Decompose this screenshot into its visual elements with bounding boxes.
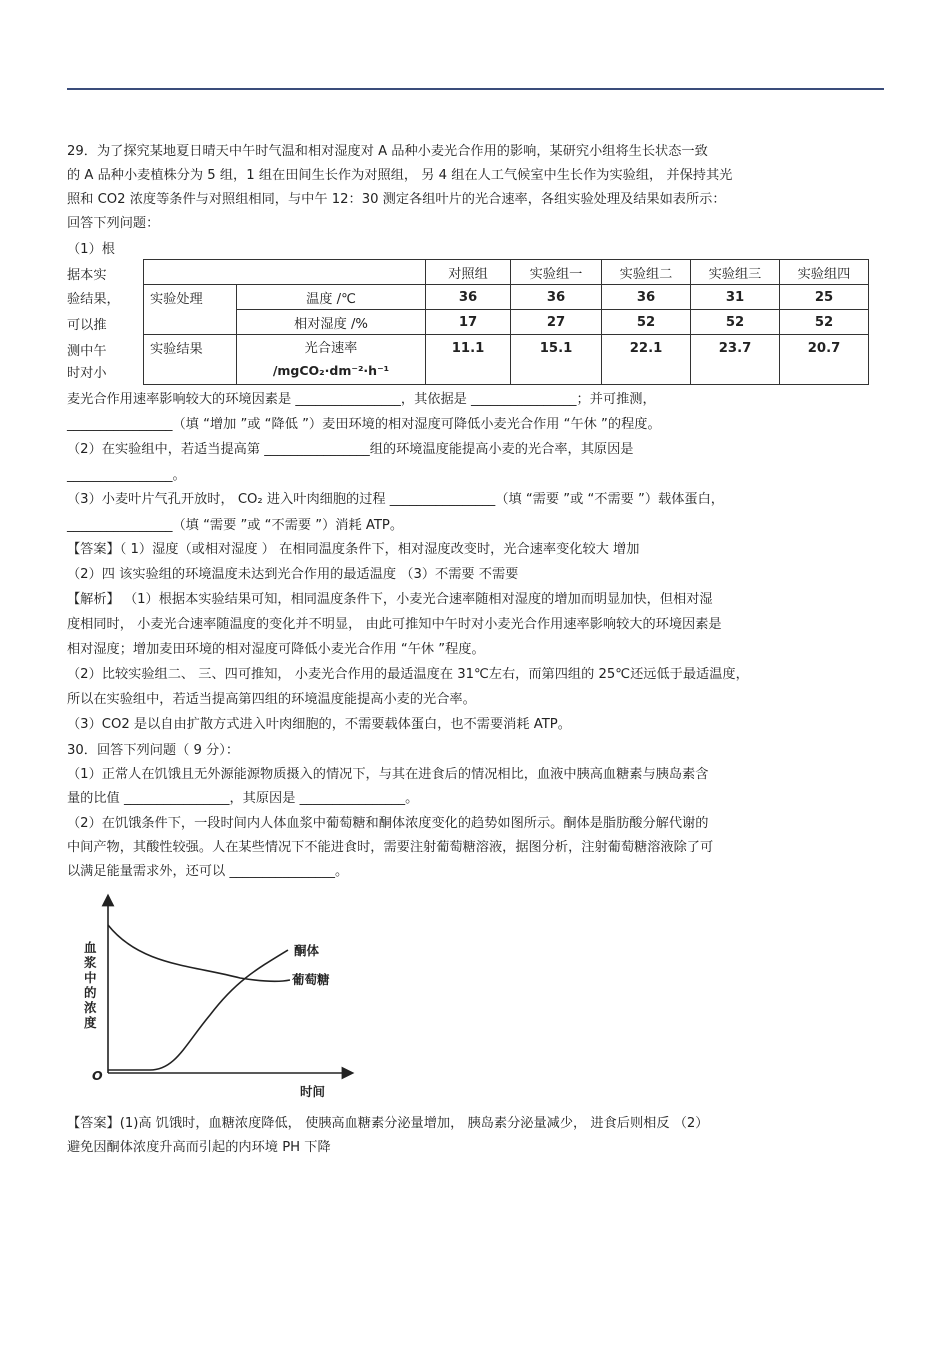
x-axis-label: 时间 [300,1084,326,1099]
q29-side-2: 据本实 [67,268,107,283]
table-header-cell: 实验组三 [691,260,780,285]
table-cell: 11.1 [426,335,511,385]
ketone-label: 酮体 [294,943,320,958]
q29-side-4: 可以推 [67,318,107,333]
q30-line-3: 量的比值 ________________，其原因是 ________________。 [67,791,419,806]
q30-answer-1: 【答案】(1)高 饥饿时，血糖浓度降低， 使胰高血糖素分泌量增加， 胰岛素分泌量减少， 进食后则相反 （2） [67,1116,709,1131]
table-corner [144,260,426,285]
q29-analysis-6: （3）CO2 是以自由扩散方式进入叶肉细胞的，不需要载体蛋白，也不需要消耗 ATP。 [67,717,571,732]
table-header-cell: 实验组一 [511,260,602,285]
q29-answer-2: （2）四 该实验组的环境温度未达到光合作用的最适温度 （3）不需要 不需要 [67,567,519,582]
table-cell: 36 [511,285,602,310]
concentration-figure [80,890,370,1105]
table-cell: 36 [426,285,511,310]
table-row [144,310,869,335]
table-header-cell: 对照组 [426,260,511,285]
row-name [237,335,426,385]
ketone-curve [108,950,288,1070]
q29-line-2: 的 A 品种小麦植株分为 5 组，1 组在田间生长作为对照组， 另 4 组在人工气候室中生长作为实验组， 并保持其光 [67,168,733,183]
q29-side-3: 验结果， [67,292,120,307]
q29-line-4: 回答下列问题： [67,216,160,231]
q29-side-6: 时对小 [67,366,107,381]
q29-after-3: （2）在实验组中，若适当提高第 ________________组的环境温度能提高小麦的光合率，其原因是 [67,442,634,457]
rate-unit: /mgCO₂·dm⁻²·h⁻¹ [272,362,390,378]
origin-label: O [92,1068,103,1083]
table-cell: 20.7 [780,335,869,385]
glucose-curve [108,925,290,981]
q29-analysis-1: 【解析】 （1）根据本实验结果可知，相同温度条件下，小麦光合速率随相对湿度的增加而明显加快，但相对湿 [67,592,713,607]
table-cell: 52 [780,310,869,335]
glucose-label: 葡萄糖 [292,972,330,987]
rate-label: 光合速率 [304,340,358,356]
table-cell: 36 [602,285,691,310]
table-cell: 23.7 [691,335,780,385]
q29-after-2: ________________（填 “增加 ”或 “降低 ”）麦田环境的相对湿度可降低小麦光合作用 “午休 ”的程度。 [67,417,661,432]
q29-after-5: （3）小麦叶片气孔开放时， CO₂ 进入叶肉细胞的过程 ________________（填 “需要 ”或 “不需要 ”）载体蛋白， [67,492,724,507]
q30-line-1: 30．回答下列问题（ 9 分）： [67,743,240,758]
table-cell: 25 [780,285,869,310]
table-cell: 52 [691,310,780,335]
q29-after-4: ________________。 [67,468,186,483]
q30-answer-2: 避免因酮体浓度升高而引起的内环境 PH 下降 [67,1140,331,1155]
result-label: 实验结果 [144,335,237,385]
table-row [144,335,869,385]
y-axis-label: 血浆中的浓度 [84,940,97,1030]
table-header-row [144,260,869,285]
q29-analysis-5: 所以在实验组中，若适当提高第四组的环境温度能提高小麦的光合率。 [67,692,476,707]
q29-side-5: 测中午 [67,344,107,359]
q29-analysis-4: （2）比较实验组二、 三、四可推知， 小麦光合作用的最适温度在 31℃左右，而第四组的 25℃还远低于最适温度， [67,667,749,682]
q29-side-1: （1）根 [67,242,115,257]
table-cell: 31 [691,285,780,310]
row-name: 相对湿度 /% [237,310,426,335]
table-cell: 52 [602,310,691,335]
treatment-label: 实验处理 [144,285,237,335]
table-row [144,285,869,310]
table-cell: 17 [426,310,511,335]
q29-analysis-3: 相对湿度；增加麦田环境的相对湿度可降低小麦光合作用 “午休 ”程度。 [67,642,485,657]
q30-line-4: （2）在饥饿条件下，一段时间内人体血浆中葡萄糖和酮体浓度变化的趋势如图所示。酮体是脂肪酸分解代谢的 [67,816,709,831]
q29-after-6: ________________（填 “需要 ”或 “不需要 ”）消耗 ATP。 [67,518,404,533]
experiment-table [143,259,869,385]
q29-answer-1: 【答案】（ 1）湿度（或相对湿度 ） 在相同温度条件下，相对湿度改变时，光合速率变化较大 增加 [67,542,640,557]
table-header-cell: 实验组二 [602,260,691,285]
table-cell: 27 [511,310,602,335]
q30-line-6: 以满足能量需求外，还可以 ________________。 [67,864,349,879]
table-cell: 22.1 [602,335,691,385]
header-rule [67,88,884,90]
q30-line-5: 中间产物，其酸性较强。人在某些情况下不能进食时，需要注射葡萄糖溶液，据图分析，注射葡萄糖溶液除了可 [67,840,714,855]
q29-line-1: 29．为了探究某地夏日晴天中午时气温和相对湿度对 A 品种小麦光合作用的影响，某研究小组将生长状态一致 [67,144,708,159]
row-name: 温度 /℃ [237,285,426,310]
q29-analysis-2: 度相同时， 小麦光合速率随温度的变化并不明显， 由此可推知中午时对小麦光合作用速率影响较大的环境因素是 [67,617,722,632]
q30-line-2: （1）正常人在饥饿且无外源能源物质摄入的情况下，与其在进食后的情况相比，血液中胰高血糖素与胰岛素含 [67,767,709,782]
q29-line-3: 照和 CO2 浓度等条件与对照组相同，与中午 12：30 测定各组叶片的光合速率，各组实验处理及结果如表所示： [67,192,726,207]
q29-after-1: 麦光合作用速率影响较大的环境因素是 ________________，其依据是 ________________；并可推测， [67,392,656,407]
table-header-cell: 实验组四 [780,260,869,285]
table-cell: 15.1 [511,335,602,385]
